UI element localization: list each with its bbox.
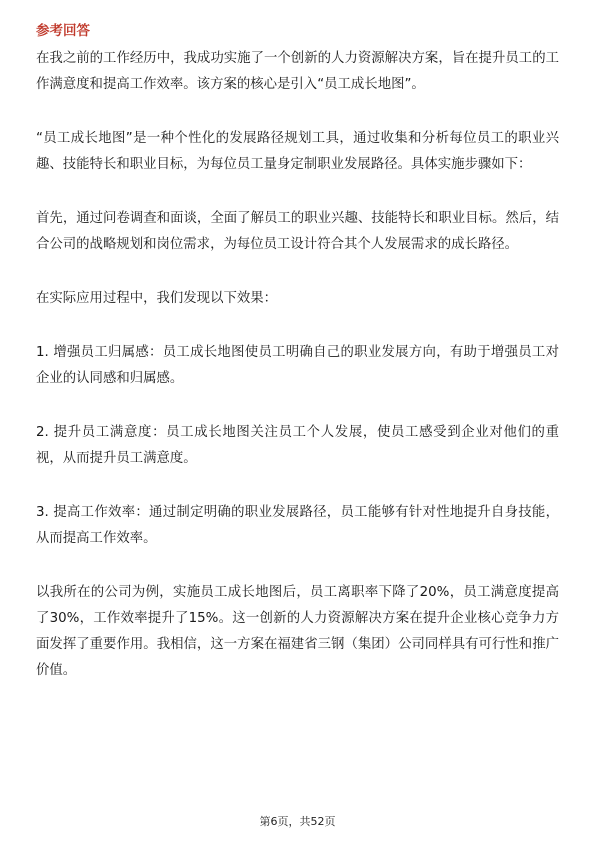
page-number: 第6页，共52页: [259, 815, 336, 828]
paragraph-steps: 首先，通过问卷调查和面谈，全面了解员工的职业兴趣、技能特长和职业目标。然后，结合公司的战略规划和岗位需求，为每位员工设计符合其个人发展需求的成长路径。: [36, 211, 559, 252]
paragraph-effects-intro: 在实际应用过程中，我们发现以下效果：: [36, 291, 278, 306]
answer-body: [36, 46, 559, 684]
paragraph-definition: “员工成长地图”是一种个性化的发展路径规划工具，通过收集和分析每位员工的职业兴趣、技能特长和职业目标，为每位员工量身定制职业发展路径。具体实施步骤如下：: [36, 131, 559, 172]
paragraph-effect-1: 1. 增强员工归属感：员工成长地图使员工明确自己的职业发展方向，有助于增强员工对企业的认同感和归属感。: [36, 345, 559, 386]
paragraph-effect-3: 3. 提高工作效率：通过制定明确的职业发展路径，员工能够有针对性地提升自身技能，从而提高工作效率。: [36, 505, 559, 546]
paragraph-intro: 在我之前的工作经历中，我成功实施了一个创新的人力资源解决方案，旨在提升员工的工作满意度和提高工作效率。该方案的核心是引入“员工成长地图”。: [36, 51, 559, 92]
paragraph-conclusion: 以我所在的公司为例，实施员工成长地图后，员工离职率下降了20%，员工满意度提高了30%，工作效率提升了15%。这一创新的人力资源解决方案在提升企业核心竞争力方面发挥了重要作用。我相信，这一方案在福建省三钢（集团）公司同样具有可行性和推广价值。: [36, 585, 559, 678]
paragraph-effect-2: 2. 提升员工满意度：员工成长地图关注员工个人发展，使员工感受到企业对他们的重视，从而提升员工满意度。: [36, 425, 559, 466]
section-heading: 参考回答: [36, 23, 90, 39]
